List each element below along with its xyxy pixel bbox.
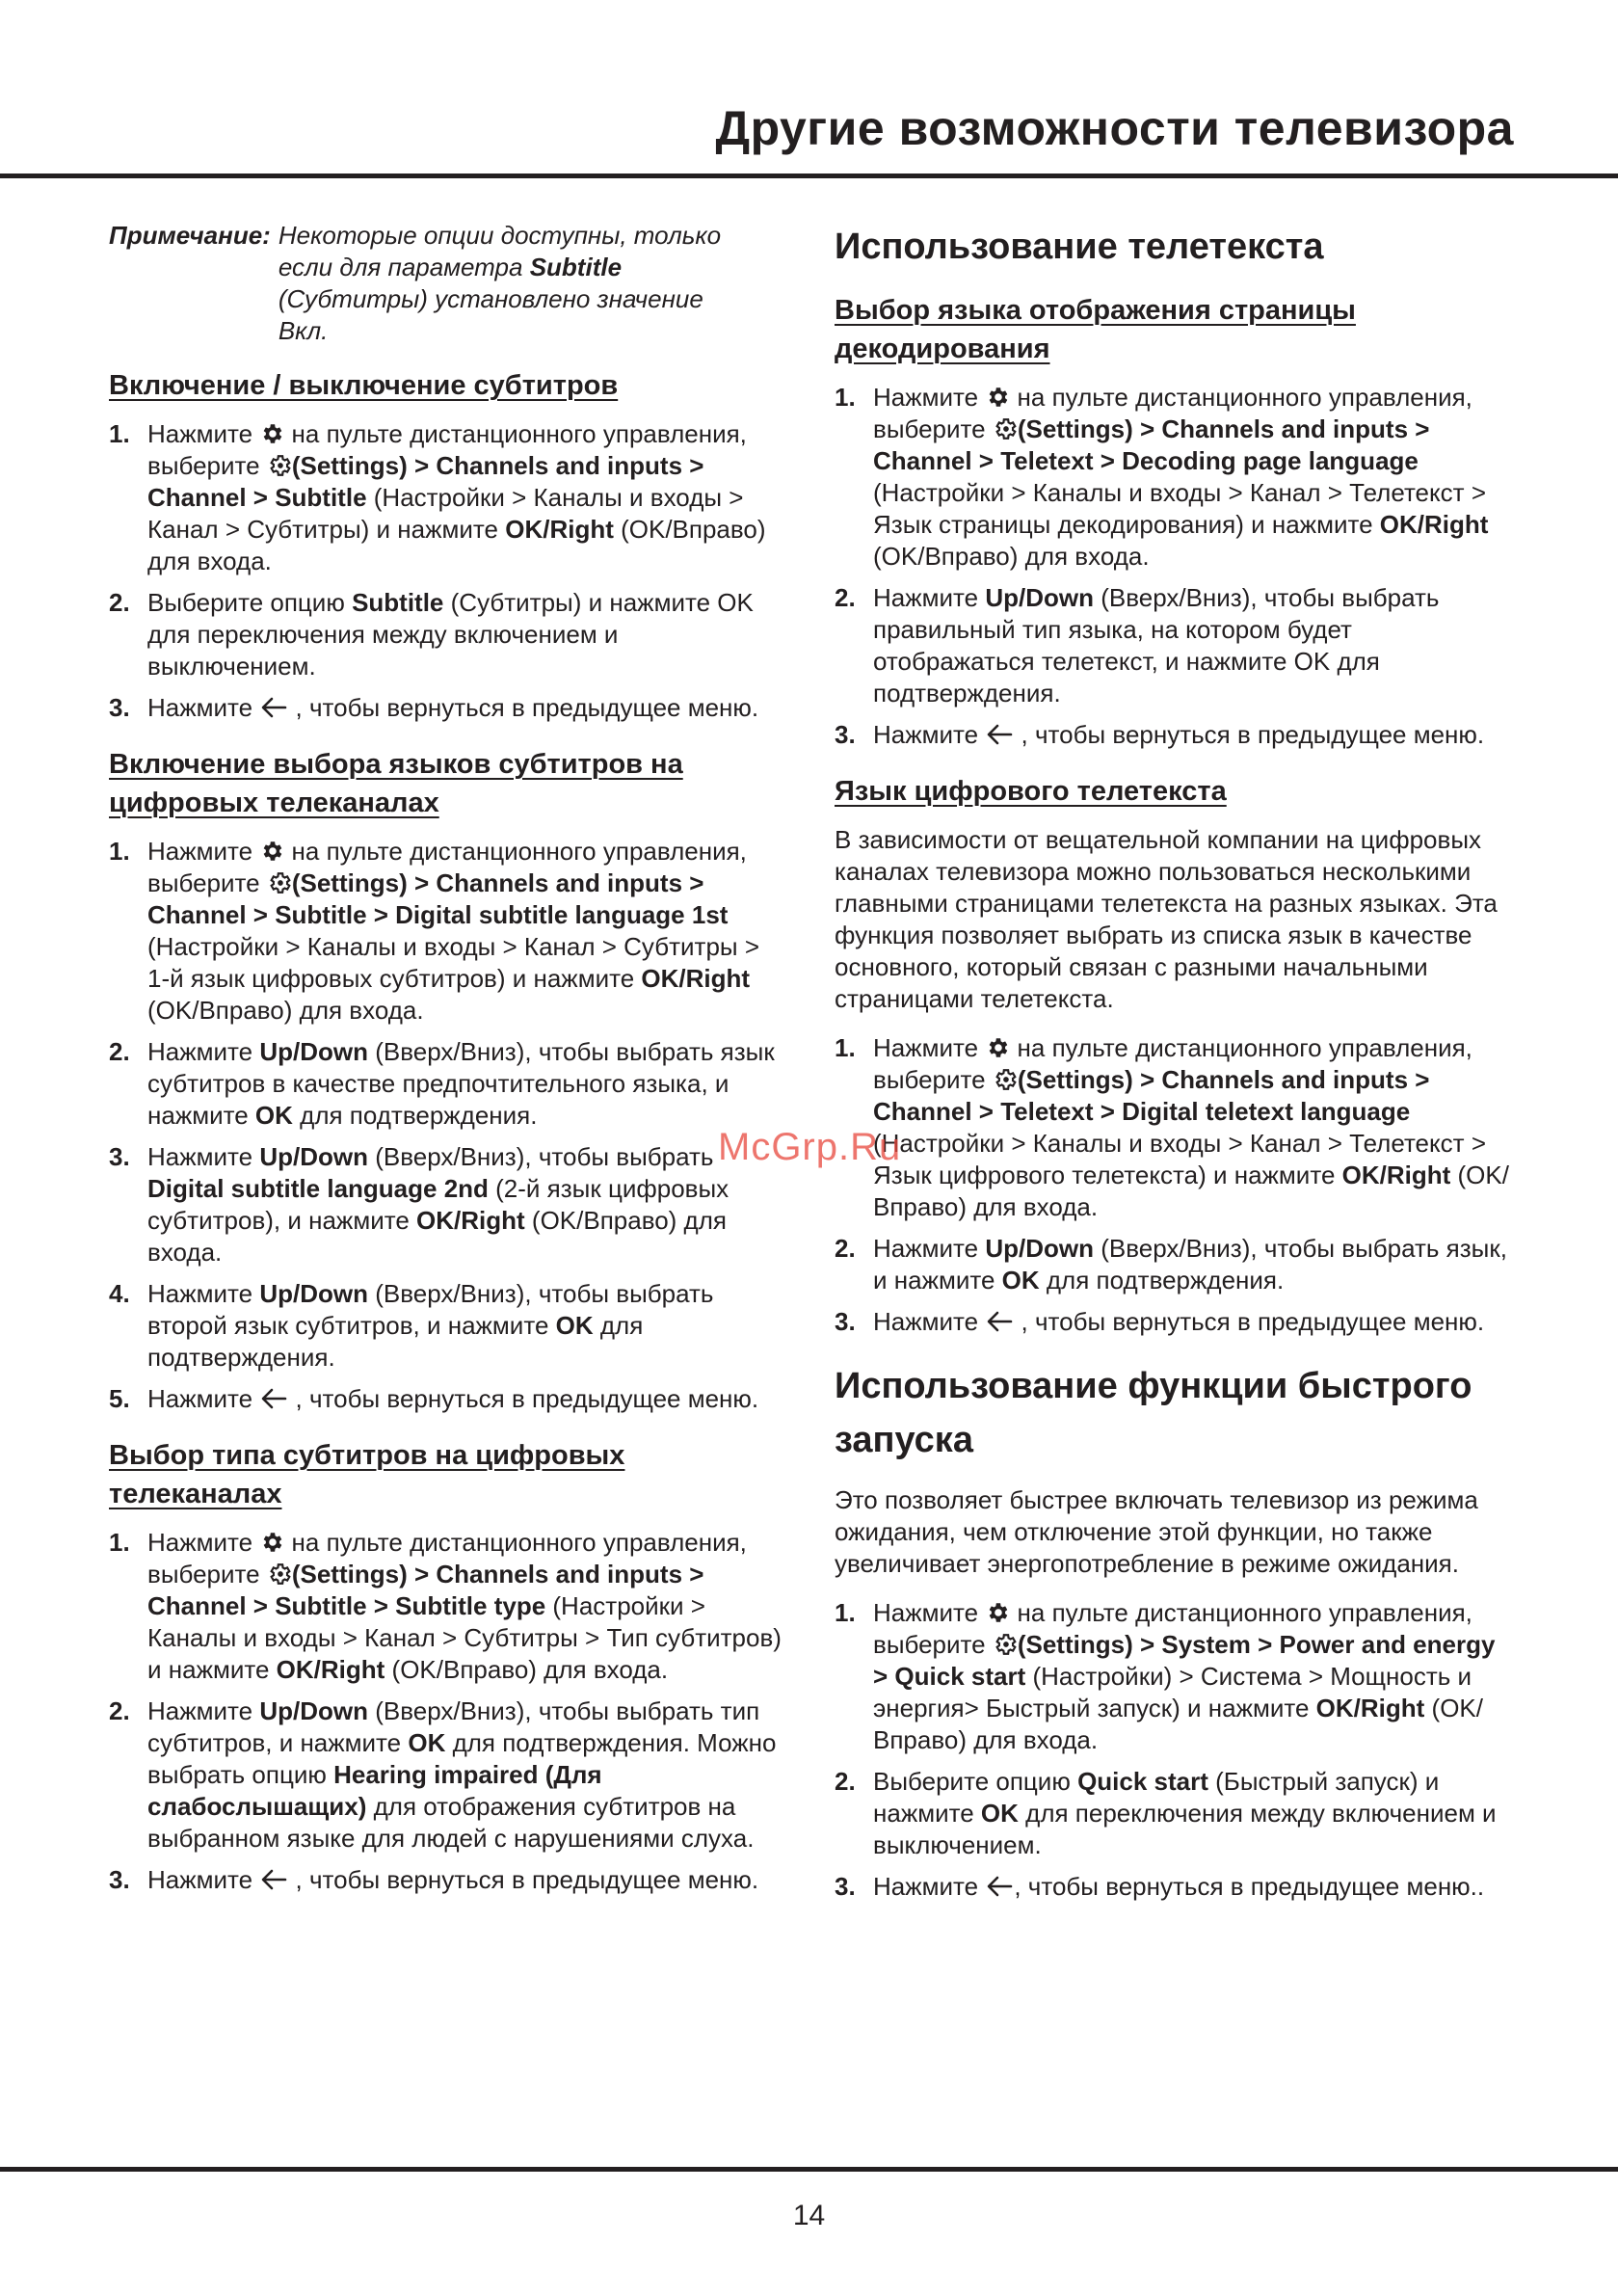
text: , чтобы вернуться в предыдущее меню. xyxy=(1014,720,1485,749)
text: для подтверждения. xyxy=(147,1311,644,1372)
text: (Вверх/Вниз), чтобы выбрать правильный тип языка, на котором будет отображаться телетекст, и нажмите OK для подтверждения. xyxy=(873,583,1440,707)
step-text xyxy=(873,1233,1509,1296)
list-item xyxy=(835,719,1509,751)
text-bold: (Settings) > System > Power and energy > Quick start xyxy=(873,1630,1496,1691)
step-text xyxy=(873,1032,1509,1223)
settings-gear-icon xyxy=(985,1035,1010,1060)
settings-outline-icon xyxy=(267,1562,292,1587)
back-arrow-icon xyxy=(985,1309,1014,1334)
step-text xyxy=(147,587,783,682)
text: Нажмите xyxy=(873,1872,986,1901)
text: на пульте дистанционного управления, выберите xyxy=(873,1033,1472,1094)
text-bold: Up/Down xyxy=(259,1696,368,1725)
step-number: 2. xyxy=(835,1234,856,1263)
list-item xyxy=(835,582,1509,709)
watermark: McGrp.Ru xyxy=(718,1126,902,1168)
settings-outline-icon xyxy=(267,870,292,895)
text-bold: Up/Down xyxy=(985,1234,1094,1263)
step-number: 3. xyxy=(835,1307,856,1336)
text: (Быстрый запуск) и нажмите xyxy=(873,1767,1440,1828)
settings-gear-icon xyxy=(985,385,1010,410)
text: Нажмите xyxy=(147,1279,260,1308)
text: Нажмите xyxy=(873,383,986,412)
list-item xyxy=(835,382,1509,573)
step-text xyxy=(873,1766,1509,1861)
step-number: 1. xyxy=(109,837,130,866)
text-bold: Digital subtitle language 2nd xyxy=(147,1174,489,1203)
step-number: 1. xyxy=(109,419,130,448)
text: , чтобы вернуться в предыдущее меню. xyxy=(288,1384,759,1413)
text: Нажмите xyxy=(147,693,260,722)
note-text-bold: Subtitle xyxy=(529,253,623,281)
text-bold: OK/Right xyxy=(1315,1694,1425,1722)
settings-gear-icon xyxy=(259,1530,284,1555)
footer-rule xyxy=(0,2167,1618,2172)
settings-outline-icon xyxy=(993,1067,1018,1092)
list-item xyxy=(109,1695,783,1855)
text: на пульте дистанционного управления, выберите xyxy=(147,1528,747,1589)
section-heading: Выбор типа субтитров на цифровых телеканалах xyxy=(109,1440,625,1509)
header-rule xyxy=(0,174,1618,178)
settings-gear-icon xyxy=(259,839,284,864)
text-bold: (Settings) > Channels and inputs > Channel > Teletext > Digital teletext language xyxy=(873,1065,1430,1126)
text: (2-й язык цифровых субтитров), и нажмите xyxy=(147,1174,729,1235)
section-heading: Включение / выключение субтитров xyxy=(109,370,619,401)
text-bold: OK xyxy=(254,1101,293,1130)
step-number: 4. xyxy=(109,1279,130,1308)
steps-list xyxy=(109,418,783,724)
steps-list xyxy=(835,1597,1509,1903)
step-text xyxy=(873,1597,1509,1756)
list-item xyxy=(109,1141,783,1268)
text: (Настройки > Каналы и входы > Канал > Субтитры > 1-й язык цифровых субтитров) и нажмите xyxy=(147,932,760,993)
list-item xyxy=(835,1597,1509,1756)
text: (Настройки) > Система > Мощность и энергия> Быстрый запуск) и нажмите xyxy=(873,1662,1472,1722)
settings-gear-icon xyxy=(985,1600,1010,1625)
text: Нажмите xyxy=(873,1234,986,1263)
page-title: Другие возможности телевизора xyxy=(715,101,1514,155)
step-text xyxy=(147,1036,783,1132)
list-item xyxy=(835,1306,1509,1338)
page-number: 14 xyxy=(792,2200,826,2231)
text: (Настройки > Каналы и входы > Канал > Субтитры) и нажмите xyxy=(147,483,744,544)
step-text xyxy=(147,1527,783,1686)
step-number: 1. xyxy=(835,1033,856,1062)
text: на пульте дистанционного управления, выберите xyxy=(873,383,1472,443)
text-bold: Subtitle xyxy=(352,588,444,617)
text: Нажмите xyxy=(147,1037,260,1066)
text: Нажмите xyxy=(873,1033,986,1062)
text: Нажмите xyxy=(873,1598,986,1627)
text: Нажмите xyxy=(147,1865,260,1894)
list-item xyxy=(109,1864,783,1896)
text: Выберите опцию xyxy=(873,1767,1078,1796)
text-bold: OK xyxy=(980,1799,1019,1828)
text: (Субтитры) и нажмите OK для переключения между включением и выключением. xyxy=(147,588,754,681)
section-heading: Включение выбора языков субтитров на цифровых телеканалах xyxy=(109,749,683,818)
text: Выберите опцию xyxy=(147,588,353,617)
text: , чтобы вернуться в предыдущее меню.. xyxy=(1014,1872,1485,1901)
text: (OK/Вправо) для входа. xyxy=(873,542,1150,571)
step-text xyxy=(147,692,783,724)
list-item xyxy=(109,1527,783,1686)
step-text xyxy=(873,1306,1509,1338)
settings-outline-icon xyxy=(993,416,1018,441)
text-bold: OK/Right xyxy=(416,1206,525,1235)
note-label: Примечание: xyxy=(109,221,271,250)
step-text xyxy=(873,1871,1509,1903)
text-bold: Up/Down xyxy=(259,1037,368,1066)
step-text xyxy=(147,1278,783,1374)
text: Нажмите xyxy=(147,1142,260,1171)
step-number: 5. xyxy=(109,1384,130,1413)
text: на пульте дистанционного управления, выберите xyxy=(873,1598,1472,1659)
text: (OK/Вправо) для входа. xyxy=(147,996,424,1025)
text-bold: OK xyxy=(408,1728,446,1757)
step-number: 3. xyxy=(109,1865,130,1894)
steps-list xyxy=(109,836,783,1415)
list-item xyxy=(109,836,783,1027)
text-bold: (Settings) > Channels and inputs > Channel > Subtitle > Subtitle type xyxy=(147,1560,704,1620)
text: Нажмите xyxy=(147,419,260,448)
list-item xyxy=(109,692,783,724)
text: (OK/Вправо) для входа. xyxy=(385,1655,669,1684)
step-text xyxy=(873,719,1509,751)
text-bold: Up/Down xyxy=(259,1279,368,1308)
text: , чтобы вернуться в предыдущее меню. xyxy=(288,1865,759,1894)
step-number: 2. xyxy=(109,1696,130,1725)
step-number: 1. xyxy=(835,383,856,412)
text: для подтверждения. Можно выбрать опцию xyxy=(147,1728,777,1789)
text: , чтобы вернуться в предыдущее меню. xyxy=(1014,1307,1485,1336)
text: для подтверждения. xyxy=(292,1101,538,1130)
text-bold: OK xyxy=(555,1311,594,1340)
text: Нажмите xyxy=(147,1384,260,1413)
text: (Настройки > Каналы и входы > Канал > Телетекст > Язык страницы декодирования) и нажмите xyxy=(873,478,1486,539)
text-bold: Up/Down xyxy=(259,1142,368,1171)
text-bold: OK xyxy=(1001,1266,1040,1295)
paragraph: В зависимости от вещательной компании на цифровых каналах телевизора можно пользоваться несколькими главными страницами телетекста на разных языках. Эта функция позволяет выбрать из списка язык в качестве основного, который связан с разными начальными страницами телетекста. xyxy=(835,825,1498,1013)
list-item xyxy=(835,1233,1509,1296)
step-number: 3. xyxy=(835,1872,856,1901)
text: (Настройки > Каналы и входы > Канал > Телетекст > Язык цифрового телетекста) и нажмите xyxy=(873,1129,1486,1189)
right-column xyxy=(835,220,1509,1924)
text-bold: OK/Right xyxy=(641,964,751,993)
text: Нажмите xyxy=(147,1696,260,1725)
step-text xyxy=(147,1695,783,1855)
steps-list xyxy=(109,1527,783,1896)
step-number: 1. xyxy=(835,1598,856,1627)
left-column xyxy=(109,220,783,1917)
text: (OK/Вправо) для входа. xyxy=(873,1161,1509,1221)
text: Нажмите xyxy=(873,1307,986,1336)
settings-outline-icon xyxy=(267,453,292,478)
text: Нажмите xyxy=(147,1528,260,1557)
step-number: 2. xyxy=(835,583,856,612)
list-item xyxy=(109,587,783,682)
list-item xyxy=(109,1383,783,1415)
back-arrow-icon xyxy=(259,1867,288,1892)
back-arrow-icon xyxy=(259,695,288,720)
text: (Вверх/Вниз), чтобы выбрать язык субтитров в качестве предпочтительного языка, и нажмите xyxy=(147,1037,775,1130)
text-bold: (Settings) > Channels and inputs > Channel > Subtitle > Digital subtitle language 1st xyxy=(147,868,729,929)
text-bold: OK/Right xyxy=(276,1655,385,1684)
steps-list xyxy=(835,1032,1509,1338)
note-text-part: (Субтитры) установлено значение Вкл. xyxy=(278,284,703,345)
list-item xyxy=(835,1766,1509,1861)
section-heading: Выбор языка отображения страницы декодирования xyxy=(835,295,1356,364)
step-text xyxy=(147,1383,783,1415)
text-bold: (Settings) > Channels and inputs > Channel > Teletext > Decoding page language xyxy=(873,414,1430,475)
text: (OK/Вправо) для входа. xyxy=(873,1694,1483,1754)
text: для переключения между включением и выключением. xyxy=(873,1799,1497,1859)
note-text xyxy=(279,220,751,347)
text: для отображения субтитров на выбранном языке для людей с нарушениями слуха. xyxy=(147,1792,755,1853)
section-title: Использование телетекста xyxy=(835,227,1324,267)
text: (Вверх/Вниз), чтобы выбрать второй язык субтитров, и нажмите xyxy=(147,1279,714,1340)
list-item xyxy=(109,418,783,577)
text: на пульте дистанционного управления, выберите xyxy=(147,837,747,897)
text-bold: Up/Down xyxy=(985,583,1094,612)
text-bold: OK/Right xyxy=(1341,1161,1451,1189)
step-text xyxy=(873,382,1509,573)
step-text xyxy=(873,582,1509,709)
section-heading: Язык цифрового телетекста xyxy=(835,776,1227,807)
step-text xyxy=(147,1864,783,1896)
step-number: 3. xyxy=(835,720,856,749)
text: Нажмите xyxy=(873,583,986,612)
text-bold: (Settings) > Channels and inputs > Channel > Subtitle xyxy=(147,451,704,512)
text-bold: Quick start xyxy=(1077,1767,1208,1796)
list-item xyxy=(109,1036,783,1132)
list-item xyxy=(109,1278,783,1374)
list-item xyxy=(835,1032,1509,1223)
step-number: 2. xyxy=(835,1767,856,1796)
text: для подтверждения. xyxy=(1039,1266,1285,1295)
back-arrow-icon xyxy=(985,1874,1014,1899)
note xyxy=(109,220,783,347)
text-bold: OK/Right xyxy=(1379,510,1489,539)
text: Нажмите xyxy=(873,720,986,749)
back-arrow-icon xyxy=(985,722,1014,747)
settings-outline-icon xyxy=(993,1632,1018,1657)
step-number: 3. xyxy=(109,1142,130,1171)
note-text-part: Некоторые опции доступны, только если для параметра xyxy=(278,221,722,281)
list-item xyxy=(835,1871,1509,1903)
paragraph: Это позволяет быстрее включать телевизор из режима ожидания, чем отключение этой функции, но также увеличивает энергопотребление в режиме ожидания. xyxy=(835,1485,1478,1578)
step-number: 1. xyxy=(109,1528,130,1557)
section-title: Использование функции быстрого запуска xyxy=(835,1366,1472,1460)
text: , чтобы вернуться в предыдущее меню. xyxy=(288,693,759,722)
back-arrow-icon xyxy=(259,1386,288,1411)
step-number: 2. xyxy=(109,1037,130,1066)
text-bold: OK/Right xyxy=(505,515,614,544)
step-number: 2. xyxy=(109,588,130,617)
text: на пульте дистанционного управления, выберите xyxy=(147,419,747,480)
text-bold: Hearing impaired (Для слабослышащих) xyxy=(147,1760,602,1821)
text: (OK/Вправо) для входа. xyxy=(147,1206,727,1267)
settings-gear-icon xyxy=(259,421,284,446)
step-text xyxy=(147,1141,783,1268)
step-text xyxy=(147,418,783,577)
text: (Вверх/Вниз), чтобы выбрать xyxy=(367,1142,714,1171)
steps-list xyxy=(835,382,1509,751)
text: (Вверх/Вниз), чтобы выбрать тип субтитров, и нажмите xyxy=(147,1696,760,1757)
text: Нажмите xyxy=(147,837,260,866)
step-number: 3. xyxy=(109,693,130,722)
text: (Настройки > Каналы и входы > Канал > Субтитры > Тип субтитров) и нажмите xyxy=(147,1591,782,1684)
text: (OK/Вправо) для входа. xyxy=(147,515,766,575)
step-text xyxy=(147,836,783,1027)
text: (Вверх/Вниз), чтобы выбрать язык, и нажмите xyxy=(873,1234,1507,1295)
